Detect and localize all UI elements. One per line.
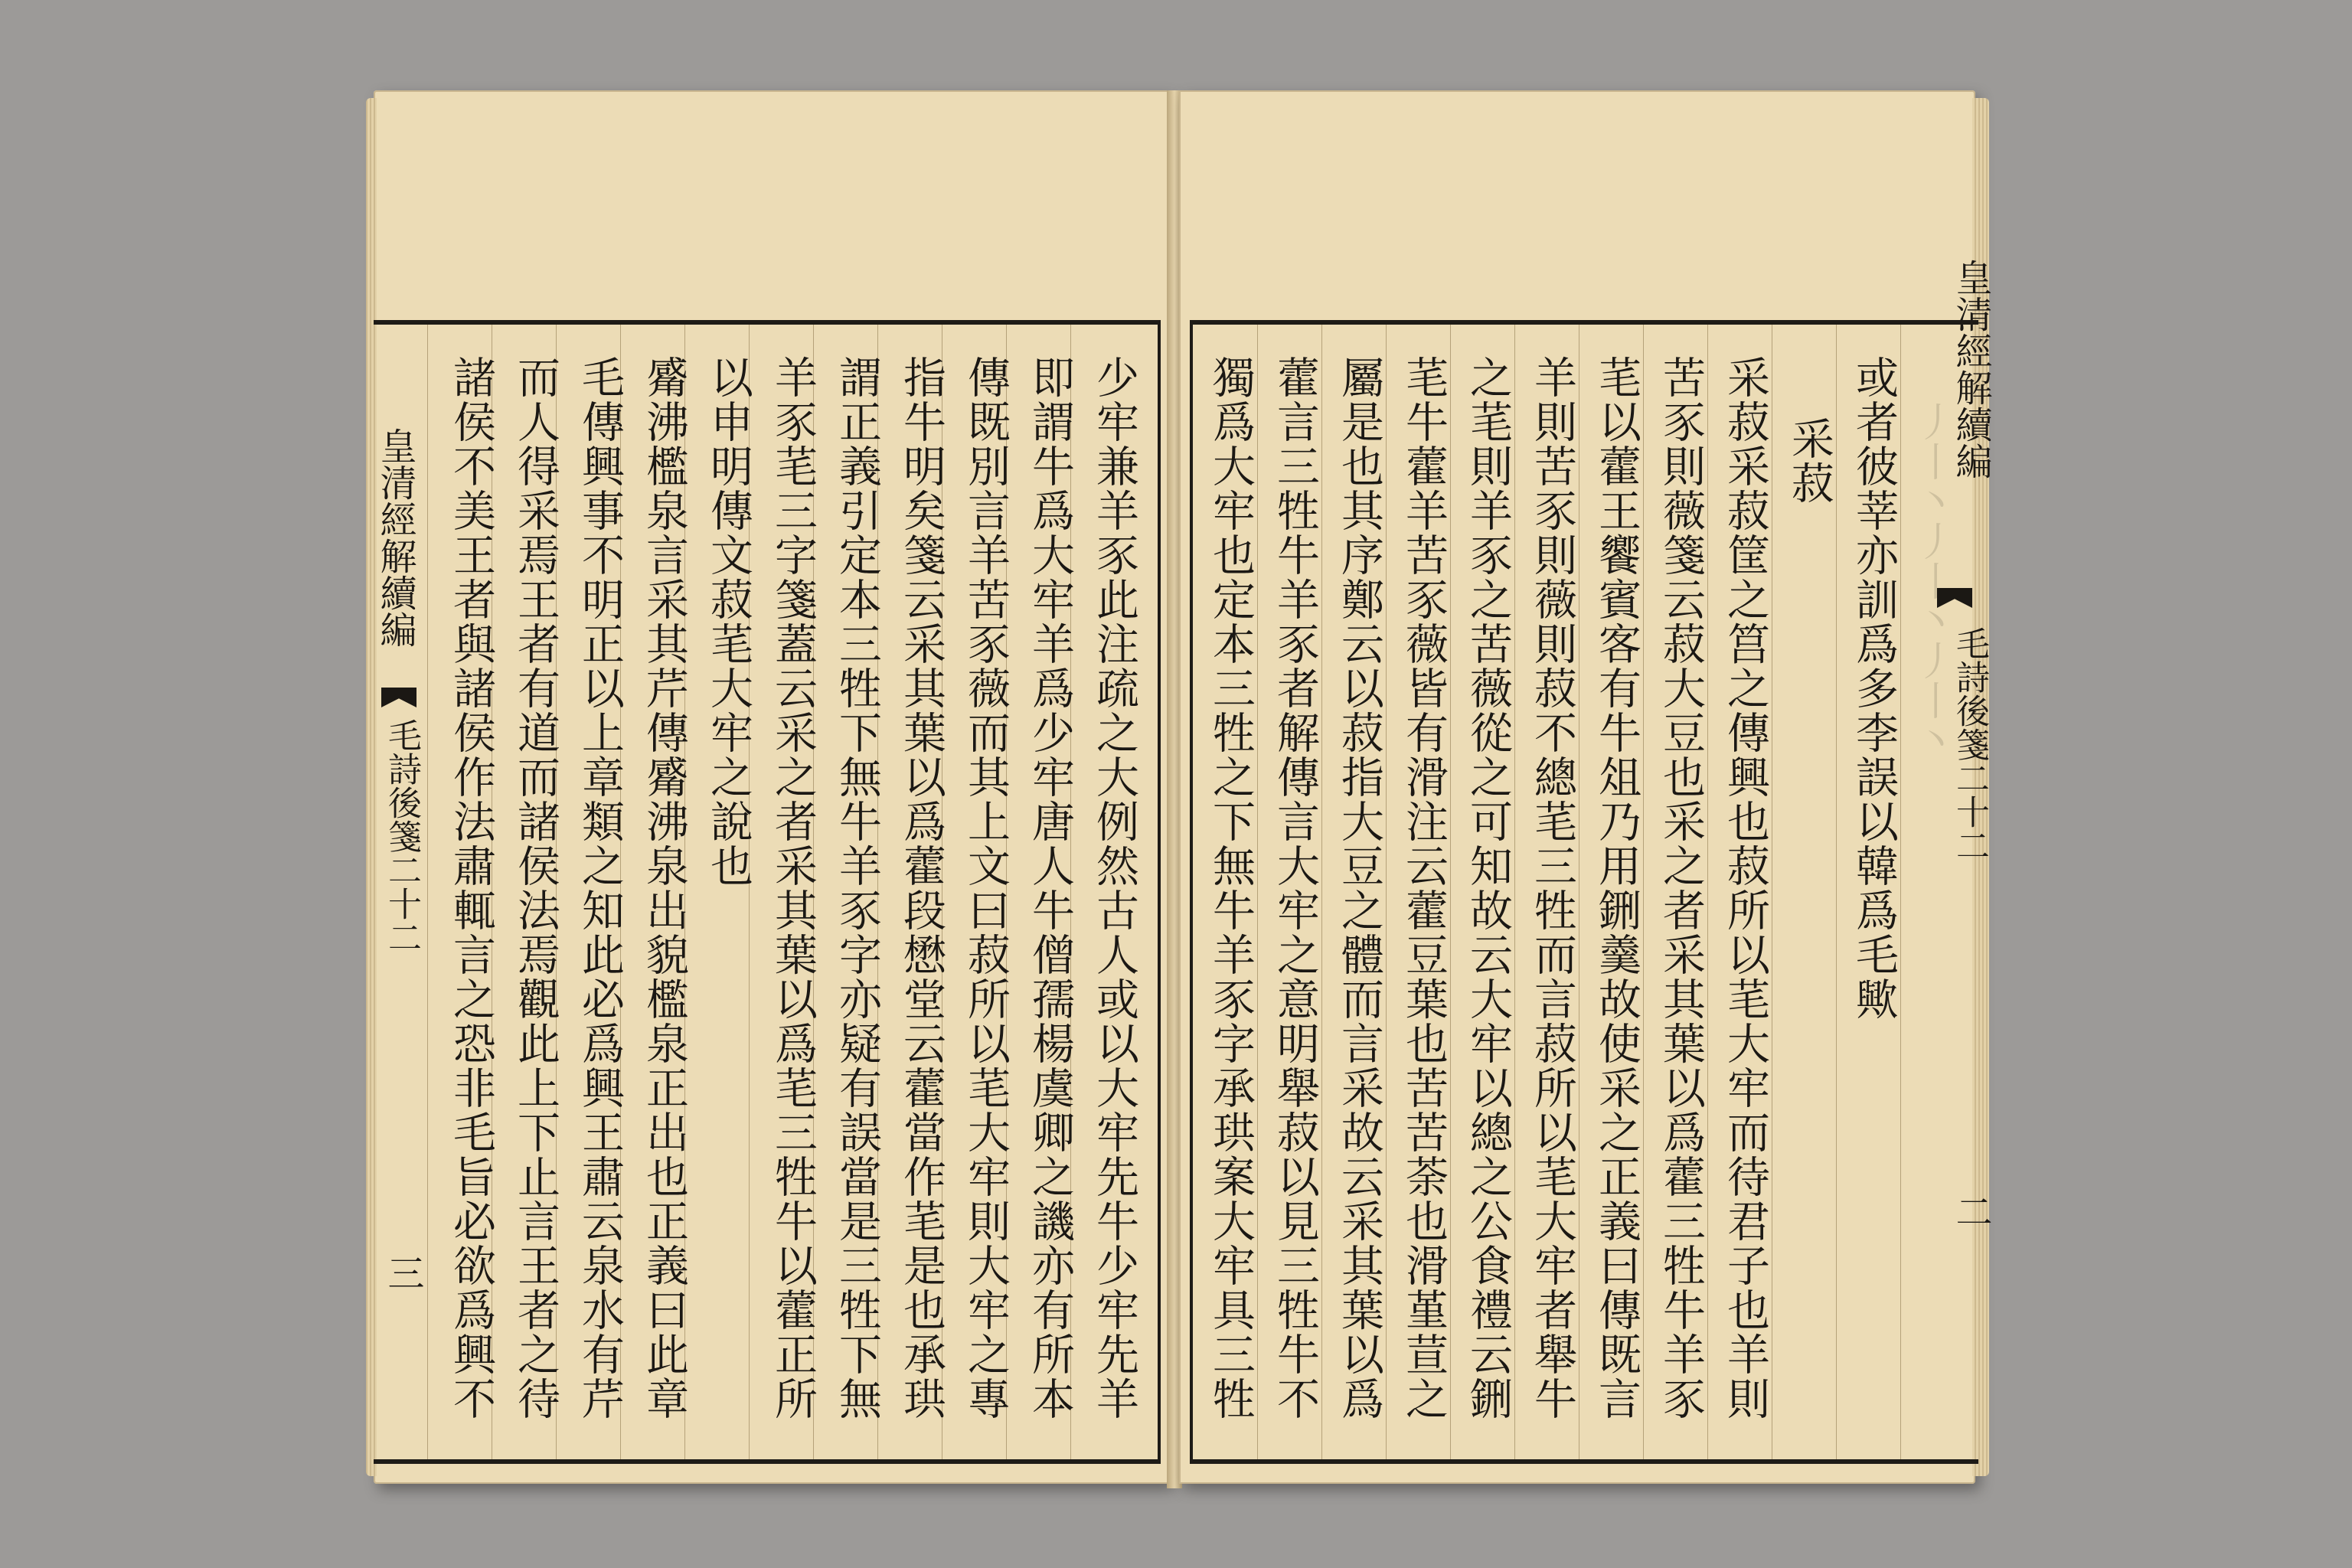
column-rule xyxy=(1900,325,1901,1459)
text-column: 指牛明矣箋云采其葉以爲藿段懋堂云藿當作芼是也承珙 xyxy=(897,355,946,1421)
text-column: 謂正義引定本三牲下無牛羊豕字亦疑有誤當是三牲下無 xyxy=(832,355,882,1421)
right-text-frame xyxy=(1190,320,1978,1464)
text-column: 諸侯不美王者與諸侯作法肅輒言之恐非毛旨必欲爲興不 xyxy=(446,355,496,1421)
text-column: 少牢兼羊豕此注疏之大例然古人或以大牢先牛少牢先羊 xyxy=(1089,355,1139,1421)
open-book xyxy=(374,90,1992,1488)
left-text-frame xyxy=(374,320,1161,1464)
text-column: 傳既別言羊苦豕薇而其上文曰菽所以芼大牢則大牢之專 xyxy=(961,355,1011,1421)
text-column: 之芼則羊豕之苦薇從之可知故云大牢以總之公食禮云鉶 xyxy=(1463,355,1513,1421)
column-rule xyxy=(1707,325,1708,1459)
text-column: 采菽采菽筐之筥之傳興也菽所以芼大牢而待君子也羊則 xyxy=(1720,355,1770,1421)
right-page-number: 二 xyxy=(1949,1193,1992,1230)
column-rule xyxy=(1450,325,1451,1459)
section-heading: 采菽 xyxy=(1785,416,1834,505)
text-column: 毛傳興事不明正以上章類之知此必爲興王肅云泉水有芹 xyxy=(575,355,625,1421)
column-rule xyxy=(427,325,428,1459)
text-column: 羊則苦豕則薇則菽不總芼三牲而言菽所以芼大牢者舉牛 xyxy=(1527,355,1577,1421)
column-rule xyxy=(1386,325,1387,1459)
left-margin-title: 皇清經解續編 xyxy=(374,427,416,648)
text-column: 觱沸檻泉言采其芹傳觱沸泉出貌檻泉正出也正義曰此章 xyxy=(639,355,689,1421)
column-rule xyxy=(1643,325,1644,1459)
text-column: 苦豕則薇箋云菽大豆也采之者采其葉以爲藿三牲牛羊豕 xyxy=(1656,355,1706,1421)
text-column: 羊豕芼三字箋蓋云采之者采其葉以爲芼三牲牛以藿正所 xyxy=(768,355,818,1421)
show-through-text: 丿丨丶丿丨丶丿丨丶 xyxy=(1909,401,1955,760)
left-margin-subtitle: 毛詩後箋二十二 xyxy=(382,718,421,954)
text-column: 而人得采焉王者有道而諸侯法焉觀此上下止言王者之待 xyxy=(511,355,560,1421)
text-column: 獨爲大牢也定本三牲之下無牛羊豕字承珙案大牢具三牲 xyxy=(1206,355,1256,1421)
left-page xyxy=(374,90,1170,1484)
column-rule xyxy=(1836,325,1837,1459)
column-rule xyxy=(1321,325,1322,1459)
left-page-number: 三 xyxy=(381,1254,424,1291)
text-column: 芼以藿王饗賓客有牛俎乃用鉶羹故使采之正義曰傳既言 xyxy=(1592,355,1642,1421)
right-page xyxy=(1179,90,1992,1484)
right-margin-subtitle: 毛詩後箋二十二 xyxy=(1950,626,1989,862)
column-rule xyxy=(1514,325,1515,1459)
text-column: 藿言三牲牛羊豕者解傳言大牢之意明舉菽以見三牲牛不 xyxy=(1270,355,1320,1421)
right-margin-title: 皇清經解續編 xyxy=(1949,259,1992,479)
text-column: 芼牛藿羊苦豕薇皆有滑注云藿豆葉也苦苦荼也滑堇荁之 xyxy=(1399,355,1449,1421)
text-column: 以申明傳文菽芼大牢之說也 xyxy=(704,355,753,888)
text-column: 屬是也其序鄭云以菽指大豆之體而言采故云采其葉以爲 xyxy=(1334,355,1384,1421)
column-rule xyxy=(1257,325,1258,1459)
text-column: 或者彼莘亦訓爲多李誤以韓爲毛歟 xyxy=(1849,355,1899,1021)
text-column: 即謂牛爲大牢羊爲少牢唐人牛僧孺楊虞卿之譏亦有所本 xyxy=(1025,355,1075,1421)
